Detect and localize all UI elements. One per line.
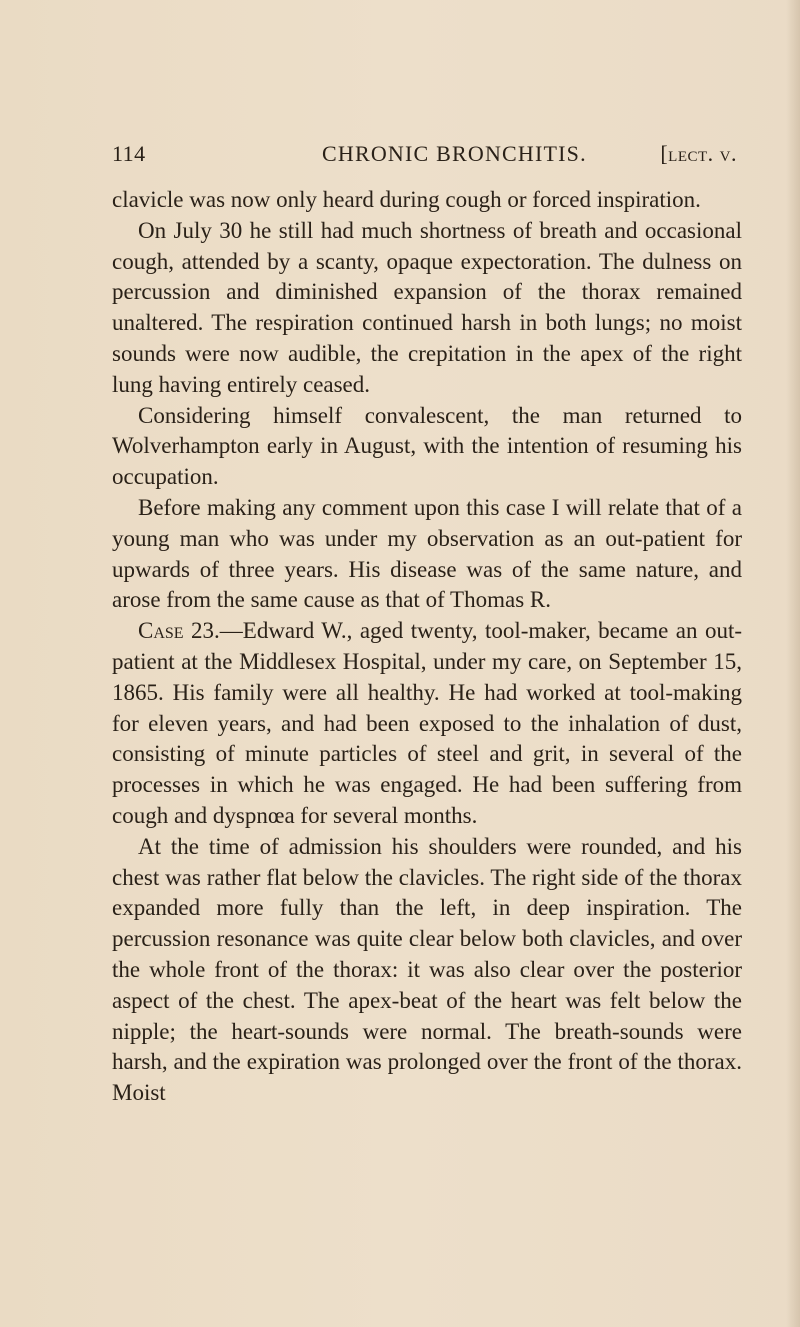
paragraph-convalescent: Considering himself convalescent, the man returned to Wolverhampton early in August, with the intention of resuming his occupation. <box>112 402 742 490</box>
body-text <box>112 185 742 1109</box>
case-text: —Edward W., aged twenty, tool-maker, became an out-patient at the Middlesex Hospital, under my care, on September 15, 1865. His family were all healthy. He had worked at tool-making for eleven years, and had been exposed to the inhalation of dust, consisting of minute particles of steel and grit, in several of the processes in which he was engaged. He had been suffering from cough and dyspnœa for several months. <box>112 618 742 828</box>
page-edge-shadow <box>786 0 800 1327</box>
paragraph-before-comment: Before making any comment upon this case I will relate that of a young man who was under my observation as an out-patient for upwards of three years. His disease was of the same nature, and arose from the same cause as that of Thomas R. <box>112 494 742 613</box>
page-header <box>112 141 737 173</box>
case-label: Case 23. <box>138 618 220 644</box>
paragraph-continuation: clavicle was now only heard during cough or forced inspiration. <box>112 187 701 212</box>
paragraph-july-30: On July 30 he still had much shortness of breath and occasional cough, attended by a scanty, opaque expectoration. The dulness on percussion and diminished expansion of the thorax remained unaltered. The respiration continued harsh in both lungs; no moist sounds were now audible, the crepitation in the apex of the right lung having entirely ceased. <box>112 217 742 397</box>
paragraph-case-23 <box>112 616 742 832</box>
paragraph-admission: At the time of admission his shoulders were rounded, and his chest was rather flat below the clavicles. The right side of the thorax expanded more fully than the left, in deep inspiration. The percussion resonance was quite clear below both clavicles, and over the whole front of the thorax: it was also clear over the posterior aspect of the chest. The apex-beat of the heart was felt below the nipple; the heart-sounds were normal. The breath-sounds were harsh, and the expiration was prolonged over the front of the thorax. Moist <box>112 833 742 1106</box>
running-title: CHRONIC BRONCHITIS. <box>322 141 587 166</box>
lecture-label: [lect. v. <box>660 141 737 166</box>
page-number: 114 <box>112 141 146 166</box>
